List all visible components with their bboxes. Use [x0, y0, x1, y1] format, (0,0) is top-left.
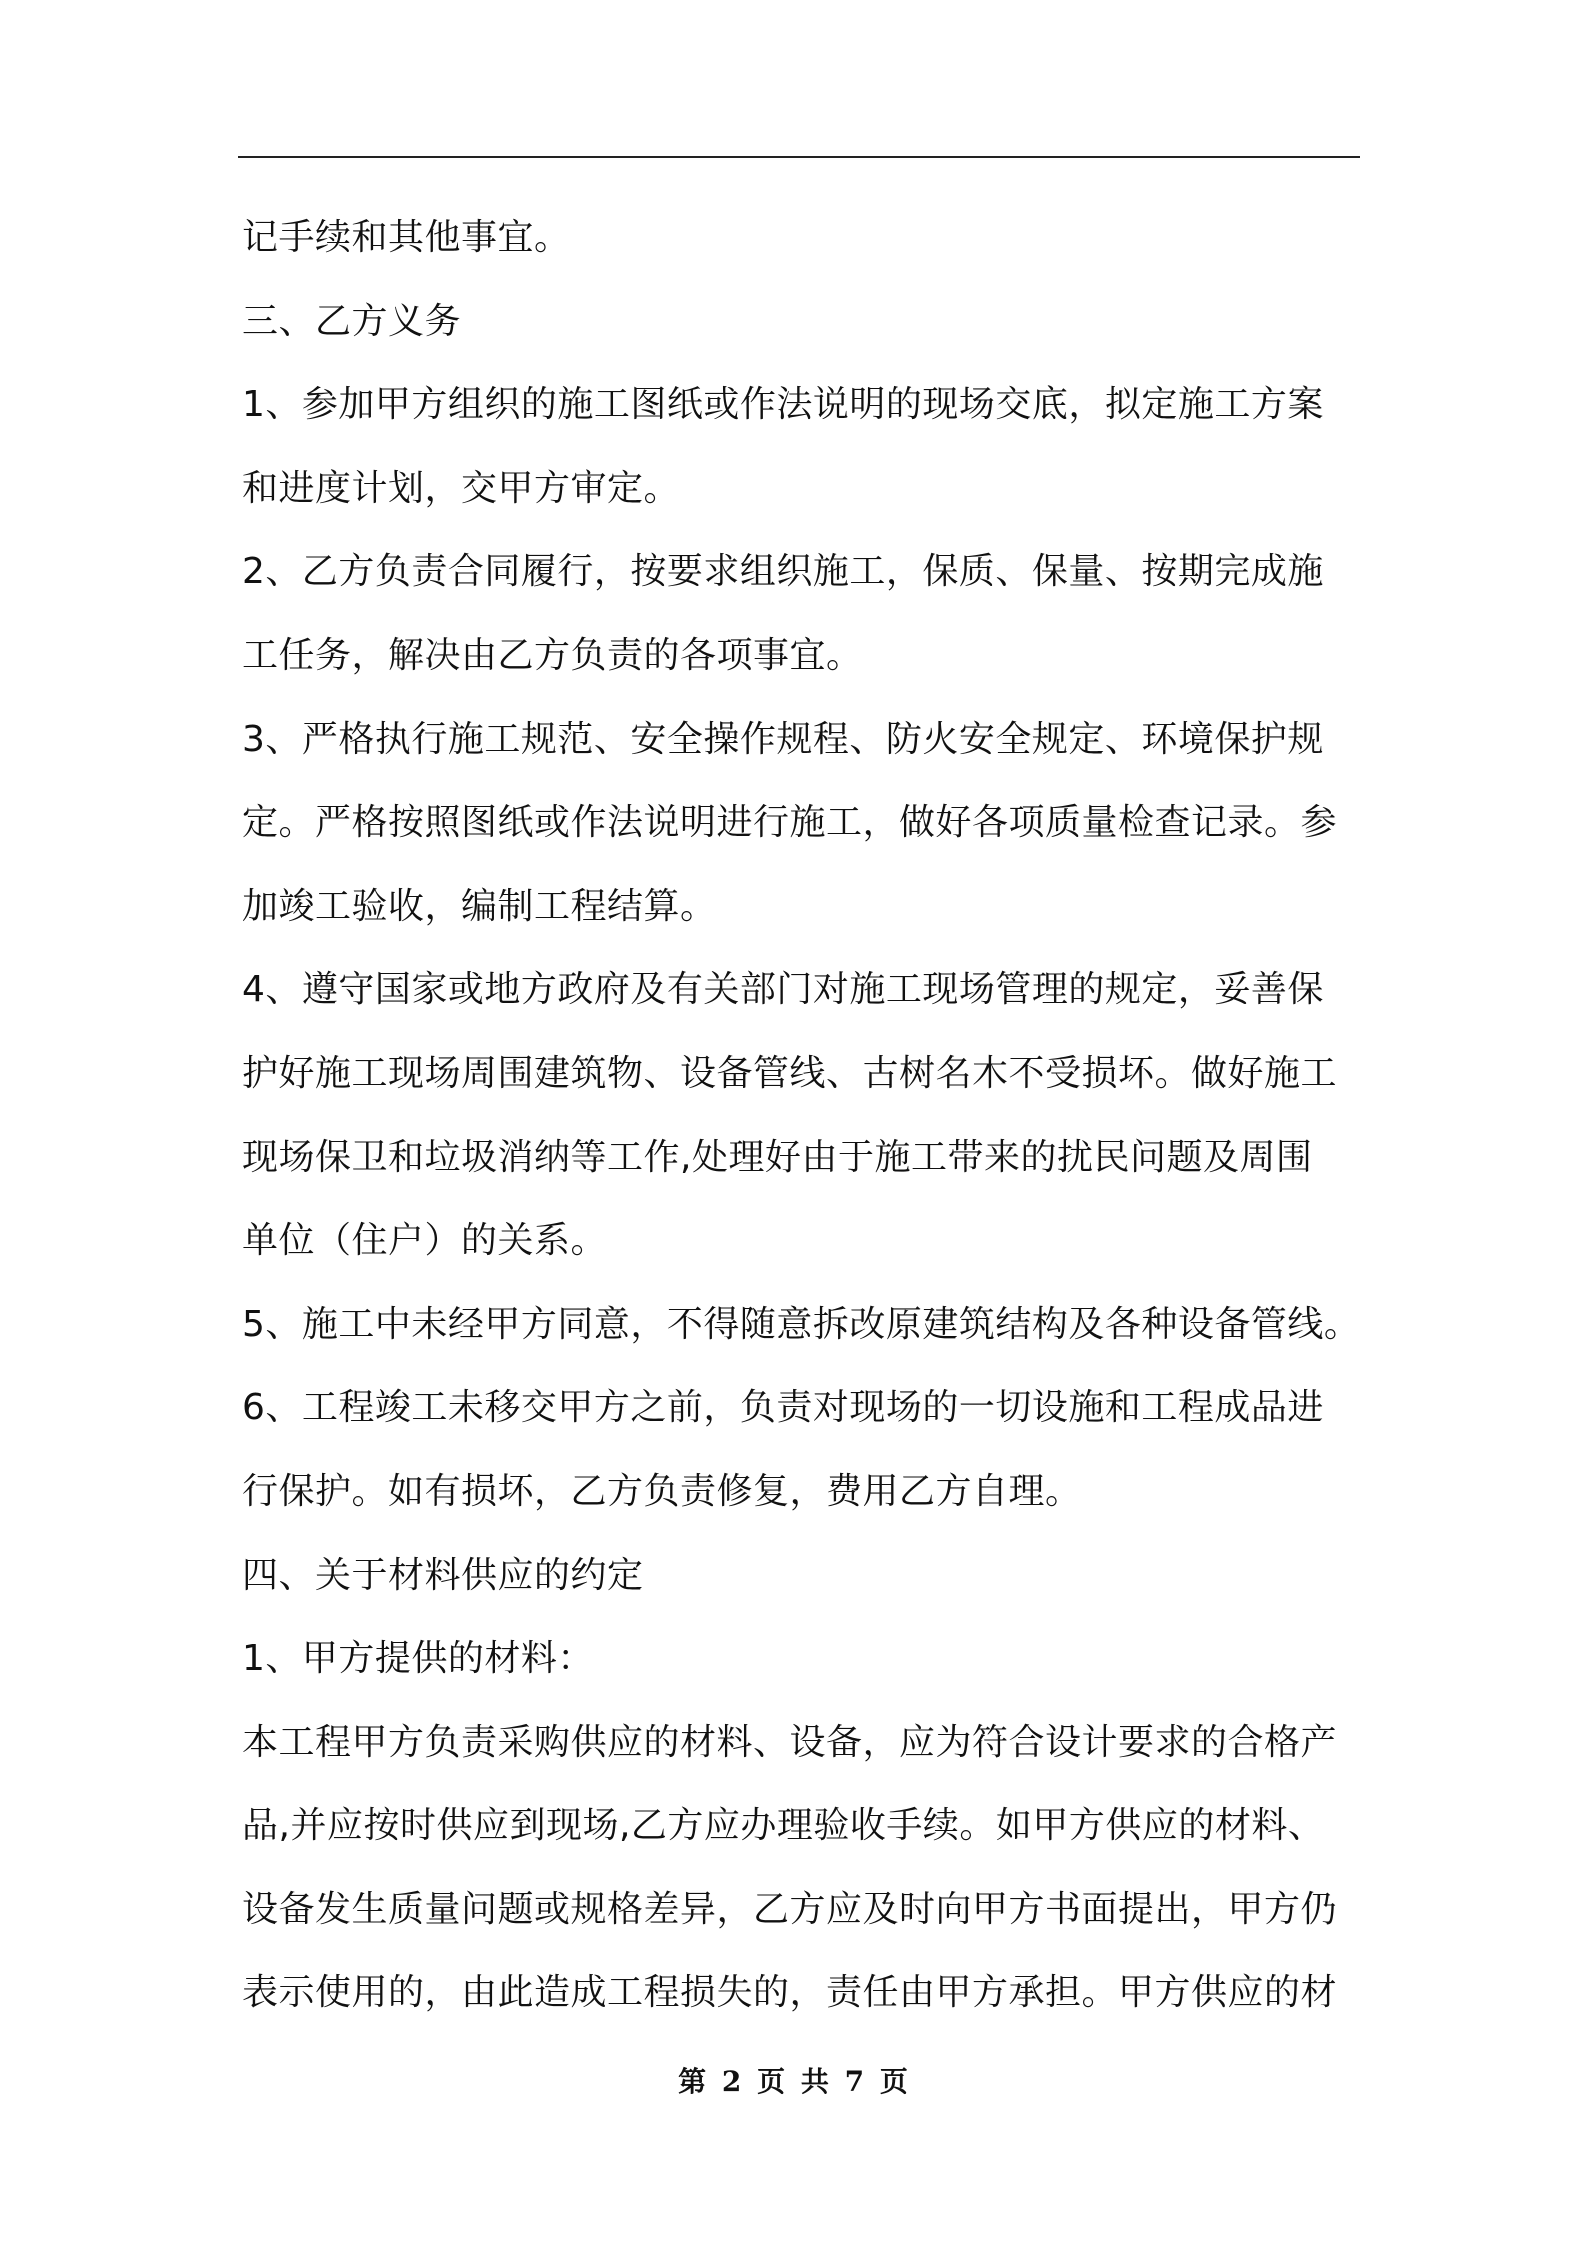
- text-line: 4、遵守国家或地方政府及有关部门对施工现场管理的规定，妥善保: [242, 969, 1324, 1011]
- text-line: 1、甲方提供的材料：: [242, 1638, 594, 1680]
- text-line: 3、严格执行施工规范、安全操作规程、防火安全规定、环境保护规: [242, 718, 1324, 760]
- text-line: 定。严格按照图纸或作法说明进行施工，做好各项质量检查记录。参: [242, 802, 1338, 844]
- text-line: 本工程甲方负责采购供应的材料、设备，应为符合设计要求的合格产: [242, 1721, 1338, 1763]
- text-line: 现场保卫和垃圾消纳等工作,处理好由于施工带来的扰民问题及周围: [242, 1136, 1313, 1178]
- section-heading: 三、乙方义务: [242, 300, 462, 342]
- text-line: 工任务，解决由乙方负责的各项事宜。: [242, 634, 863, 676]
- text-line: 和进度计划，交甲方审定。: [242, 467, 681, 509]
- text-line: 行保护。如有损坏，乙方负责修复，费用乙方自理。: [242, 1470, 1082, 1512]
- text-line: 2、乙方负责合同履行，按要求组织施工，保质、保量、按期完成施: [242, 551, 1324, 593]
- text-line: 表示使用的，由此造成工程损失的，责任由甲方承担。甲方供应的材: [242, 1972, 1338, 2014]
- text-line: 品,并应按时供应到现场,乙方应办理验收手续。如甲方供应的材料、: [242, 1805, 1325, 1847]
- text-line: 1、参加甲方组织的施工图纸或作法说明的现场交底，拟定施工方案: [242, 384, 1324, 426]
- document-body: [242, 196, 1367, 2035]
- section-heading: 四、关于材料供应的约定: [242, 1554, 644, 1596]
- text-line: 单位（住户）的关系。: [242, 1220, 608, 1262]
- text-line: 设备发生质量问题或规格差异，乙方应及时向甲方书面提出，甲方仍: [242, 1888, 1338, 1930]
- text-line: 护好施工现场周围建筑物、设备管线、古树名木不受损坏。做好施工: [242, 1052, 1338, 1094]
- page-number: 第 2 页 共 7 页: [678, 2065, 908, 2098]
- text-line: 加竣工验收，编制工程结算。: [242, 885, 717, 927]
- text-line: 5、施工中未经甲方同意，不得随意拆改原建筑结构及各种设备管线。: [242, 1303, 1361, 1345]
- header-divider: [238, 156, 1360, 158]
- text-line: 记手续和其他事宜。: [242, 217, 571, 258]
- text-line: 6、工程竣工未移交甲方之前，负责对现场的一切设施和工程成品进: [242, 1387, 1324, 1429]
